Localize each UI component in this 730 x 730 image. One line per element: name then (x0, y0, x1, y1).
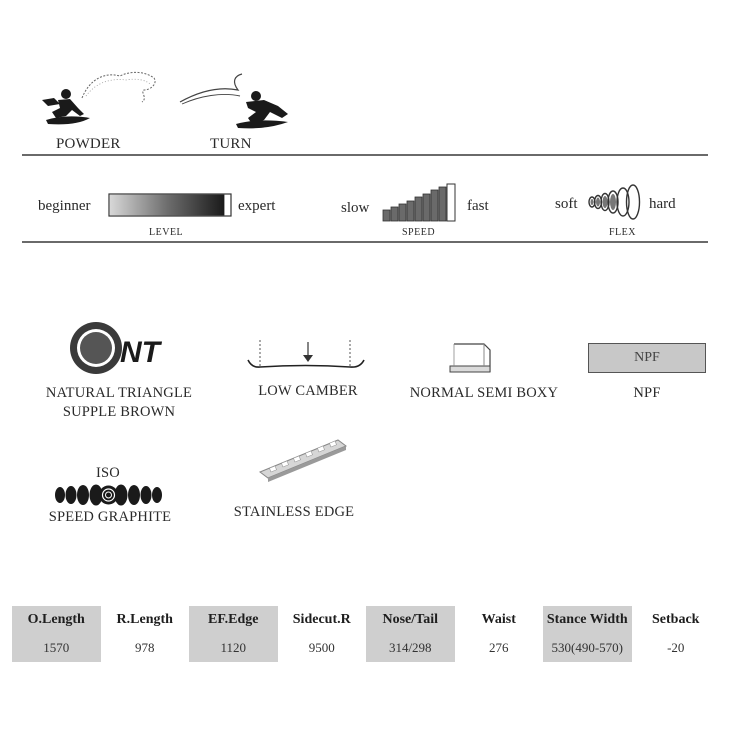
flex-right-label: hard (649, 196, 676, 212)
value-waist: 276 (489, 639, 509, 655)
nt-label (36, 384, 202, 422)
speed-left-label: slow (341, 200, 370, 216)
turn-label: TURN (210, 136, 252, 152)
level-left-label: beginner (38, 198, 91, 214)
powder-label: POWDER (56, 136, 121, 152)
stainless-edge-icon (254, 434, 350, 484)
powder-rider-icon (36, 68, 166, 130)
speed-caption: SPEED (402, 227, 436, 238)
stainless-edge-label: STAINLESS EDGE (233, 504, 355, 520)
header-sidecut-r: Sidecut.R (292, 611, 351, 627)
iso-label: ISO (96, 465, 120, 481)
level-bar-icon (108, 193, 232, 217)
header-nose-tail: Nose/Tail (366, 606, 455, 633)
specs-table (12, 606, 720, 662)
value-o-length: 1570 (12, 633, 101, 662)
semi-boxy-icon (440, 336, 504, 376)
header-stance-width: Stance Width (543, 606, 632, 633)
header-r-length: R.Length (116, 611, 173, 627)
low-camber-label: LOW CAMBER (258, 383, 358, 399)
header-ef-edge: EF.Edge (189, 606, 278, 633)
flex-caption: FLEX (609, 227, 636, 238)
value-setback: -20 (667, 639, 685, 655)
npf-label: NPF (633, 385, 661, 401)
value-ef-edge: 1120 (189, 633, 278, 662)
specs-header-row (12, 606, 720, 633)
low-camber-icon (246, 338, 366, 376)
flex-rings-icon (586, 182, 646, 222)
divider-top (22, 154, 708, 156)
level-right-label: expert (238, 198, 276, 214)
svg-text:NT: NT (120, 336, 160, 369)
level-caption: LEVEL (149, 227, 184, 238)
semi-boxy-label: NORMAL SEMI BOXY (409, 385, 559, 401)
npf-box-text: NPF (634, 350, 660, 365)
header-o-length: O.Length (12, 606, 101, 633)
value-stance-width: 530(490-570) (543, 633, 632, 662)
value-sidecut-r: 9500 (308, 639, 335, 655)
value-r-length: 978 (135, 639, 155, 655)
speed-right-label: fast (467, 198, 489, 214)
graphite-label: SPEED GRAPHITE (48, 509, 172, 525)
header-setback: Setback (652, 611, 700, 627)
graphite-beads-icon (54, 484, 164, 506)
value-nose-tail: 314/298 (366, 633, 455, 662)
flex-left-label: soft (555, 196, 578, 212)
divider-bottom (22, 241, 708, 243)
nt-logo-icon (68, 320, 172, 376)
header-waist: Waist (481, 611, 516, 627)
nt-label-line2: SUPPLE BROWN (62, 404, 176, 420)
specs-value-row (12, 633, 720, 662)
turn-rider-icon (178, 72, 296, 132)
nt-label-line1: NATURAL TRIANGLE (45, 385, 193, 401)
npf-box-icon (588, 343, 706, 373)
speed-bars-icon (382, 182, 460, 222)
